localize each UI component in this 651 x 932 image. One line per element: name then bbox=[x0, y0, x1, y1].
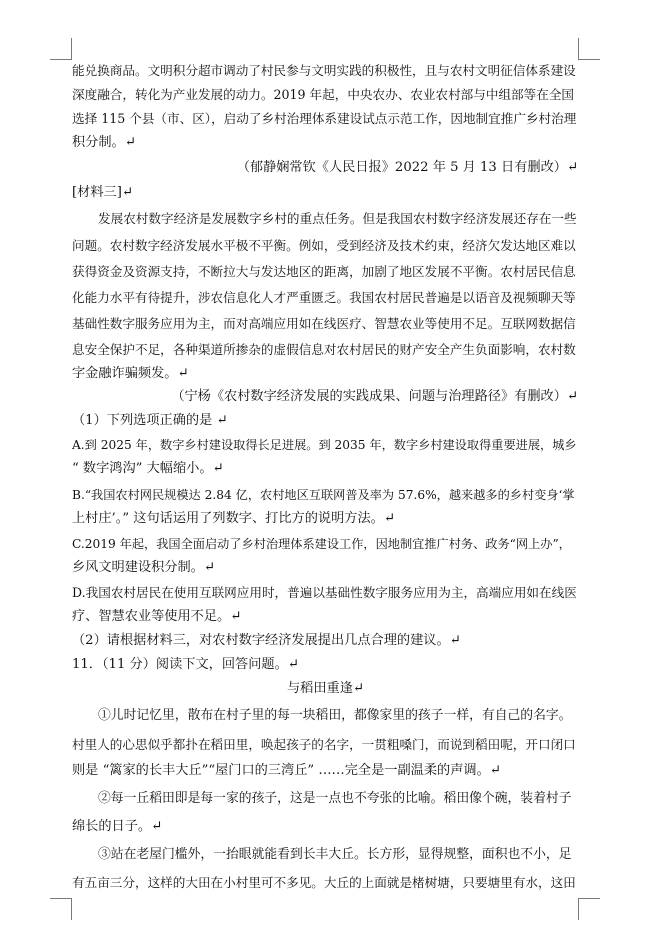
crop-mark-bottom-right-horizontal bbox=[578, 898, 600, 899]
source-citation: （宁杨《农村数字经济发展的实践成果、问题与治理路径》有删改）↵ bbox=[171, 389, 578, 404]
text-line: 则是 “篱家的长丰大丘”“屋门口的三湾丘” ……完全是一副温柔的声调。↵ bbox=[72, 763, 501, 778]
text-line: 获得资金及资源支持，不断拉大与发达地区的距离，加剧了地区发展不平衡。农村居民信息 bbox=[72, 264, 576, 279]
text-line: ②每一丘稻田即是每一家的孩子，这是一点也不夸张的比喻。稻田像个碗，装着村子 bbox=[98, 791, 572, 806]
text-line: 选择 115 个县（市、区），启动了乡村治理体系建设试点示范工作，因地制宜推广乡村治理 bbox=[72, 111, 577, 126]
crop-mark-top-left-vertical bbox=[71, 38, 72, 60]
text-line: 基础性数字服务应用为主，而对高端应用如在线医疗、智慧农业等使用不足。互联网数据信 bbox=[72, 316, 576, 331]
crop-mark-bottom-left-horizontal bbox=[50, 898, 72, 899]
text-line: 积分制。↵ bbox=[72, 135, 136, 150]
crop-mark-top-right-vertical bbox=[578, 38, 579, 60]
option-c: C.2019 年起，我国全面启动了乡村治理体系建设工作，因地制宜推广村务、政务“网上办”， bbox=[72, 537, 571, 551]
crop-mark-top-right-horizontal bbox=[578, 59, 600, 60]
text-line: 息安全保护不足，各种渠道所掺杂的虚假信息对农村居民的财产安全产生负面影响，农村数 bbox=[72, 342, 576, 357]
text-line: 深度融合，转化为产业发展的动力。2019 年起，中央农办、农业农村部与中组部等在全国 bbox=[72, 87, 575, 102]
source-citation: （郁静娴常钦《人民日报》2022 年 5 月 13 日有删改）↵ bbox=[236, 160, 578, 175]
question-stem: （1）下列选项正确的是 ↵ bbox=[72, 413, 228, 428]
text-line: 有五亩三分，这样的大田在小村里可不多见。大丘的上面就是楮树塘，只要塘里有水，这田 bbox=[72, 875, 576, 890]
crop-mark-bottom-right-vertical bbox=[578, 898, 579, 920]
question-eleven: 11．（11 分）阅读下文，回答问题。↵ bbox=[72, 657, 299, 672]
text-line: 问题。农村数字经济发展水平极不平衡。例如，受到经济及技术约束，经济欠发达地区难以 bbox=[72, 238, 576, 253]
option-d-continued: 疗、智慧农业等使用不足。↵ bbox=[72, 609, 242, 624]
question-two: （2）请根据材料三，对农村数字经济发展提出几点合理的建议。↵ bbox=[72, 633, 461, 648]
option-b: B.“我国农村网民规模达 2.84 亿，农村地区互联网普及率为 57.6%，越来越多的乡村变身‘掌 bbox=[72, 488, 575, 502]
text-line: 能兑换商品。文明积分超市调动了村民参与文明实践的积极性，且与农村文明征信体系建设 bbox=[72, 63, 576, 78]
option-c-continued: 乡风文明建设积分制。↵ bbox=[72, 560, 215, 575]
section-heading: [材料三]↵ bbox=[72, 185, 133, 200]
option-a-continued: “ 数字鸿沟” 大幅缩小。↵ bbox=[72, 461, 224, 476]
text-line: ①儿时记忆里，散布在村子里的每一块稻田，都像家里的孩子一样，有自己的名字。 bbox=[98, 708, 572, 723]
crop-mark-top-left-horizontal bbox=[50, 59, 72, 60]
text-line: 字金融诈骗频发。↵ bbox=[72, 366, 189, 381]
crop-mark-bottom-left-vertical bbox=[71, 898, 72, 920]
text-line: 化能力水平有待提升，涉农信息化人才严重匮乏。我国农村居民普遍是以语音及视频聊天等 bbox=[72, 290, 576, 305]
text-line: ③站在老屋门槛外，一抬眼就能看到长丰大丘。长方形，显得规整，面积也不小，足 bbox=[98, 847, 572, 862]
option-d: D.我国农村居民在使用互联网应用时，普遍以基础性数字服务应用为主，高端应用如在线医 bbox=[72, 585, 577, 600]
option-b-continued: 上村庄’。” 这句话运用了列数字、打比方的说明方法。↵ bbox=[72, 511, 395, 526]
text-line: 绵长的日子。↵ bbox=[72, 819, 163, 834]
text-line: 村里人的心思似乎都扑在稻田里，唤起孩子的名字，一贯粗嗓门，而说到稻田呢，开口闭口 bbox=[72, 737, 576, 752]
option-a: A.到 2025 年，数字乡村建设取得长足进展。到 2035 年，数字乡村建设取得重要进展，城乡 bbox=[72, 438, 577, 452]
text-line: 发展农村数字经济是发展数字乡村的重点任务。但是我国农村数字经济发展还存在一些 bbox=[98, 211, 577, 226]
article-title: 与稻田重逢↵ bbox=[287, 681, 364, 696]
